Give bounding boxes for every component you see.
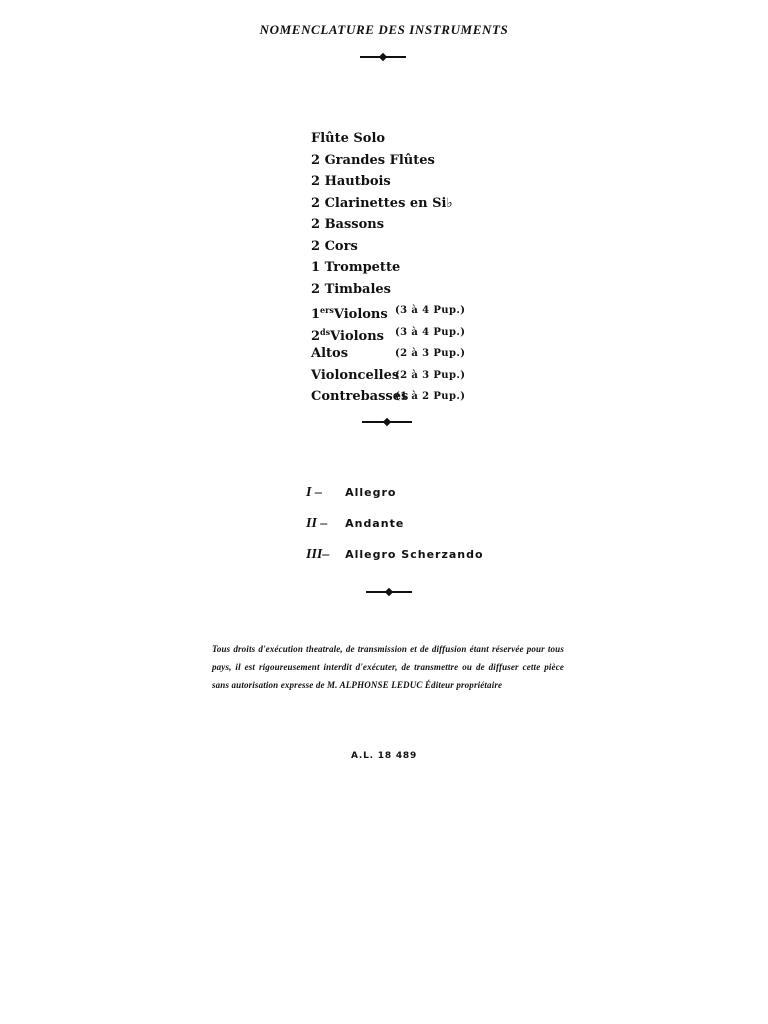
movement-item bbox=[306, 543, 484, 574]
instrument-item: 1 Trompette bbox=[311, 260, 401, 275]
movement-dash: – bbox=[322, 547, 330, 562]
movement-number: I bbox=[306, 485, 312, 500]
list-ornament bbox=[362, 418, 412, 426]
instrument-item: 2 Cors bbox=[311, 238, 358, 254]
title-ornament bbox=[360, 53, 406, 61]
instrument-item: $2^{ds}Violons$ (3 à 4 Pup.) bbox=[311, 322, 453, 344]
instrument-item: 2 Grandes Flûtes bbox=[311, 152, 435, 168]
movement-ornament bbox=[366, 588, 412, 596]
movement-list bbox=[306, 481, 484, 574]
movement-title: Allegro bbox=[345, 486, 397, 499]
rights-notice: Tous droits d'exécution theatrale, de transmission et de diffusion étant réservée pour tous pays, il est rigoureusement interdit d'exécuter, de transmettre ou de diffuser cette pièce sans autorisation expresse de M. ALPHONSE LEDUC Éditeur propriétaire bbox=[212, 644, 564, 690]
instrument-superscript: ds bbox=[320, 326, 331, 337]
instrument-item: Altos (2 à 3 Pup.) bbox=[311, 343, 453, 365]
movement-dash: – bbox=[314, 485, 322, 500]
movement-item bbox=[306, 481, 484, 512]
movement-title: Allegro Scherzando bbox=[345, 548, 484, 561]
movement-title: Andante bbox=[345, 517, 405, 530]
instrument-list bbox=[311, 128, 466, 408]
instrument-item: Flûte Solo bbox=[311, 131, 386, 146]
instrument-item: 2 Clarinettes en Si♭ bbox=[311, 195, 453, 211]
instrument-prefix: 1 bbox=[311, 307, 321, 322]
instrument-note: (2 à 3 Pup.) bbox=[395, 369, 466, 381]
instrument-note: (1 à 2 Pup.) bbox=[395, 391, 466, 402]
instrument-item: 2 Bassons bbox=[311, 217, 385, 232]
instrument-note: (3 à 4 Pup.) bbox=[395, 326, 466, 338]
movement-number: II bbox=[306, 516, 317, 531]
instrument-item: Violoncelles (2 à 3 Pup.) bbox=[311, 365, 453, 387]
plate-number: A.L. 18 489 bbox=[350, 751, 418, 761]
instrument-item: 2 Timbales bbox=[311, 281, 391, 297]
instrument-superscript: ers bbox=[320, 305, 334, 315]
instrument-item: 1ersViolons (3 à 4 Pup.) bbox=[311, 300, 453, 322]
instrument-prefix: 2 bbox=[311, 328, 321, 344]
movement-number: III bbox=[306, 547, 323, 562]
movement-dash: – bbox=[320, 516, 328, 531]
movement-item bbox=[306, 512, 484, 543]
page-title: NOMENCLATURE DES INSTRUMENTS bbox=[259, 22, 509, 37]
instrument-note: (2 à 3 Pup.) bbox=[395, 348, 466, 359]
instrument-item: Contrebasses (1 à 2 Pup.) bbox=[311, 386, 453, 408]
instrument-item: 2 Hautbois bbox=[311, 174, 391, 189]
instrument-note: (3 à 4 Pup.) bbox=[395, 305, 466, 316]
